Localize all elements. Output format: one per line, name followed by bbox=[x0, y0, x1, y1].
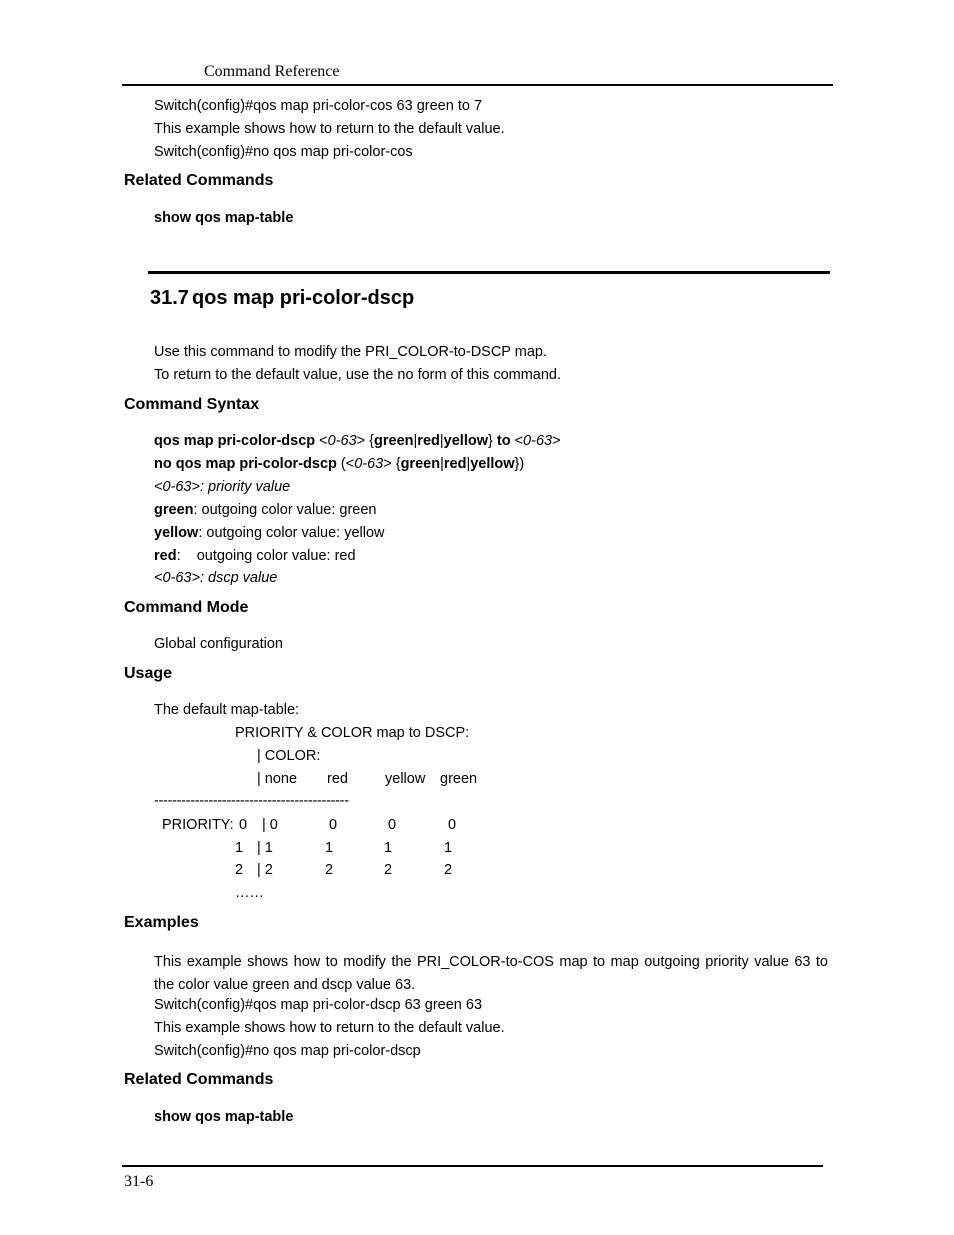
map-table-cell: 1 bbox=[235, 840, 244, 856]
map-table-cell: 0 bbox=[388, 817, 397, 833]
map-table-cell: 0 bbox=[329, 817, 338, 833]
syntax-line-1: qos map pri-color-dscp <0-63> {green|red|yellow} to <0-63> bbox=[154, 433, 561, 449]
param-red: red: outgoing color value: red bbox=[154, 548, 356, 564]
map-table-cell: 0 bbox=[239, 817, 248, 833]
header-rule bbox=[122, 84, 833, 86]
example-line: This example shows how to return to the default value. bbox=[154, 1020, 505, 1036]
param-yellow: yellow: outgoing color value: yellow bbox=[154, 525, 385, 541]
map-table-col-yellow: yellow bbox=[385, 771, 426, 787]
command-mode-heading: Command Mode bbox=[124, 599, 249, 616]
map-table-col-green: green bbox=[440, 771, 478, 787]
map-table-cell: 1 bbox=[325, 840, 334, 856]
map-table-col-none: | none bbox=[257, 771, 298, 787]
usage-heading: Usage bbox=[124, 665, 173, 682]
syntax-line-2: no qos map pri-color-dscp (<0-63> {green|red|yellow}) bbox=[154, 456, 525, 472]
footer-rule bbox=[122, 1165, 823, 1167]
map-table-color-label: | COLOR: bbox=[257, 748, 321, 764]
map-table-title: PRIORITY & COLOR map to DSCP: bbox=[235, 725, 470, 741]
map-table-cell: 2 bbox=[444, 862, 453, 878]
related-commands-heading: Related Commands bbox=[124, 1071, 274, 1088]
intro-line: Use this command to modify the PRI_COLOR-to-DSCP map. bbox=[154, 344, 547, 360]
map-table-cell: 2 bbox=[235, 862, 244, 878]
map-table-cell: 1 bbox=[384, 840, 393, 856]
usage-intro: The default map-table: bbox=[154, 702, 300, 718]
param-priority: <0-63>: priority value bbox=[154, 479, 291, 495]
related-command: show qos map-table bbox=[154, 1109, 294, 1125]
map-table-cell: | 1 bbox=[257, 840, 273, 856]
examples-paragraph: This example shows how to modify the PRI_COLOR-to-COS map to map outgoing priority value 63 to the color value green and dscp value 63. bbox=[154, 954, 828, 993]
example-line: This example shows how to return to the default value. bbox=[154, 121, 505, 137]
map-table-cell: 0 bbox=[448, 817, 457, 833]
example-line: Switch(config)#no qos map pri-color-dscp bbox=[154, 1043, 421, 1059]
page-number: 31-6 bbox=[124, 1173, 154, 1190]
example-line: Switch(config)#qos map pri-color-dscp 63 green 63 bbox=[154, 997, 483, 1013]
map-table-ellipsis: …… bbox=[235, 885, 264, 901]
command-syntax-heading: Command Syntax bbox=[124, 396, 260, 413]
map-table-priority-label: PRIORITY: bbox=[162, 817, 234, 833]
example-line: Switch(config)#no qos map pri-color-cos bbox=[154, 144, 413, 160]
section-name: qos map pri-color-dscp bbox=[191, 287, 415, 309]
map-table-cell: | 0 bbox=[262, 817, 278, 833]
example-line: Switch(config)#qos map pri-color-cos 63 green to 7 bbox=[154, 98, 483, 114]
related-command: show qos map-table bbox=[154, 210, 294, 226]
map-table-col-red: red bbox=[327, 771, 348, 787]
section-rule bbox=[148, 271, 830, 274]
map-table-cell: 2 bbox=[325, 862, 334, 878]
param-green: green: outgoing color value: green bbox=[154, 502, 377, 518]
running-header: Command Reference bbox=[204, 63, 340, 80]
related-commands-heading: Related Commands bbox=[124, 172, 274, 189]
section-title bbox=[150, 287, 414, 310]
intro-line: To return to the default value, use the no form of this command. bbox=[154, 367, 562, 383]
map-table-cell: 2 bbox=[384, 862, 393, 878]
examples-heading: Examples bbox=[124, 914, 199, 931]
map-table-cell: | 2 bbox=[257, 862, 273, 878]
param-dscp: <0-63>: dscp value bbox=[154, 570, 278, 586]
section-number: 31.7 bbox=[150, 287, 189, 309]
map-table-cell: 1 bbox=[444, 840, 453, 856]
command-mode-text: Global configuration bbox=[154, 636, 283, 652]
map-table-separator: ------------------------------------------- bbox=[154, 793, 349, 809]
